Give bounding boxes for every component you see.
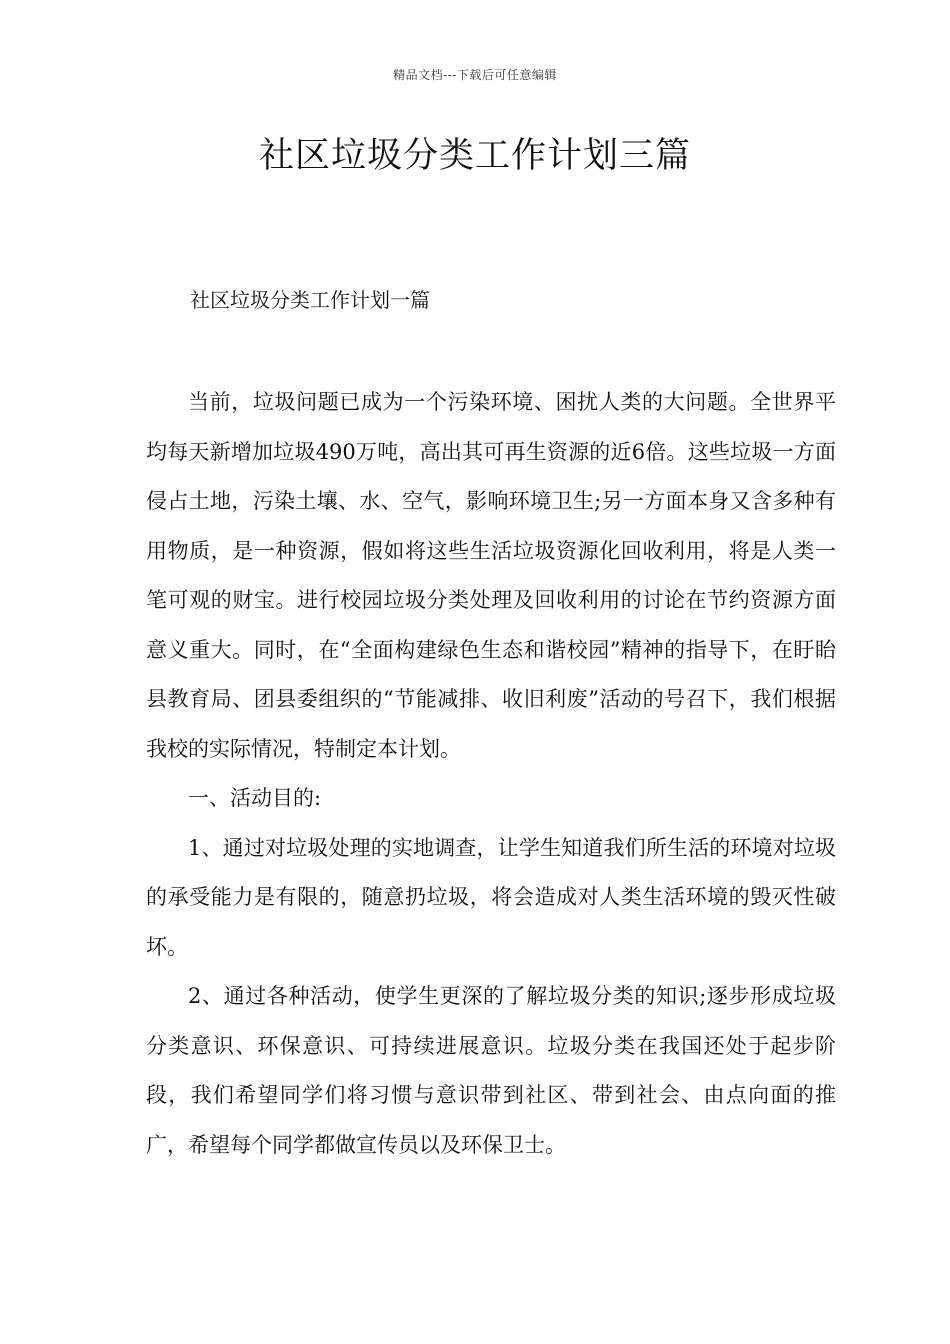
body-paragraph-item-1: 1、通过对垃圾处理的实地调查，让学生知道我们所生活的环境对垃圾的承受能力是有限的，随意扔垃圾，将会造成对人类生活环境的毁灭性破坏。 (146, 835, 836, 959)
document-body (146, 378, 836, 1170)
header-note: 精品文档---下载后可任意编辑 (393, 68, 557, 82)
body-paragraph-intro: 当前，垃圾问题已成为一个污染环境、困扰人类的大问题。全世界平均每天新增加垃圾490万吨，高出其可再生资源的近6倍。这些垃圾一方面侵占土地，污染土壤、水、空气，影响环境卫生;另一方面本身又含多种有用物质，是一种资源，假如将这些生活垃圾资源化回收利用，将是人类一笔可观的财宝。进行校园垃圾分类处理及回收利用的讨论在节约资源方面意义重大。同时，在“全面构建绿色生态和谐校园”精神的指导下，在盱眙县教育局、团县委组织的“节能减排、收旧利废”活动的号召下，我们根据我校的实际情况，特制定本计划。 (146, 390, 836, 761)
body-paragraph-item-2: 2、通过各种活动，使学生更深的了解垃圾分类的知识;逐步形成垃圾分类意识、环保意识、可持续进展意识。垃圾分类在我国还处于起步阶段，我们希望同学们将习惯与意识带到社区、带到社会、由点向面的推广，希望每个同学都做宣传员以及环保卫士。 (146, 984, 836, 1157)
section-subtitle: 社区垃圾分类工作计划一篇 (190, 288, 430, 312)
section-heading-purpose: 一、活动目的: (188, 786, 322, 810)
document-title: 社区垃圾分类工作计划三篇 (258, 136, 691, 176)
